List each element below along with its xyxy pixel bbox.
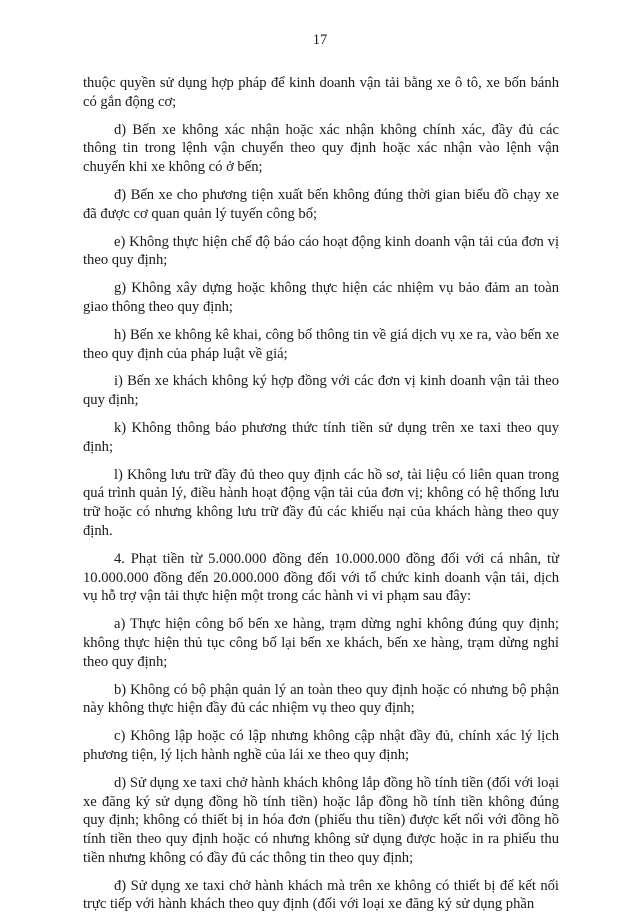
paragraph-clause-d: d) Bến xe không xác nhận hoặc xác nhận không chính xác, đầy đủ các thông tin trong lệnh vận chuyển theo quy định hoặc xác nhận vào lệnh vận chuyển khi xe không có ở bến;: [83, 121, 559, 176]
paragraph-clause-h: h) Bến xe không kê khai, công bố thông tin về giá dịch vụ xe ra, vào bến xe theo quy định của pháp luật về giá;: [83, 326, 559, 362]
paragraph-continuation: thuộc quyền sử dụng hợp pháp để kinh doanh vận tải bằng xe ô tô, xe bốn bánh có gắn động cơ;: [83, 75, 559, 110]
paragraph-section-4: 4. Phạt tiền từ 5.000.000 đồng đến 10.000.000 đồng đối với cá nhân, từ 10.000.000 đồng đến 20.000.000 đồng đối với tổ chức kinh doanh vận tải, dịch vụ hỗ trợ vận tải thực hiện một trong các hành vi vi phạm sau đây:: [83, 550, 559, 605]
paragraph-clause-c: c) Không lập hoặc có lập nhưng không cập nhật đầy đủ, chính xác lý lịch phương tiện, lý lịch hành nghề của lái xe theo quy định;: [83, 728, 559, 763]
paragraph-clause-i: i) Bến xe khách không ký hợp đồng với các đơn vị kinh doanh vận tải theo quy định;: [83, 373, 559, 409]
paragraph-clause-dd-2: đ) Sử dụng xe taxi chở hành khách mà trên xe không có thiết bị để kết nối trực tiếp với hành khách theo quy định (đối với loại xe đăng ký sử dụng phần: [83, 877, 559, 913]
paragraph-clause-a: a) Thực hiện công bố bến xe hàng, trạm dừng nghỉ không đúng quy định; không thực hiện thủ tục công bố lại bến xe khách, bến xe hàng, trạm dừng nghỉ theo quy định;: [83, 616, 559, 670]
paragraph-clause-b: b) Không có bộ phận quản lý an toàn theo quy định hoặc có nhưng bộ phận này không thực hiện đầy đủ các nhiệm vụ theo quy định;: [83, 681, 559, 717]
paragraph-clause-k: k) Không thông báo phương thức tính tiền sử dụng trên xe taxi theo quy định;: [83, 419, 559, 455]
paragraph-clause-e: e) Không thực hiện chế độ báo cáo hoạt động kinh doanh vận tải của đơn vị theo quy định;: [83, 233, 559, 269]
paragraph-clause-l: l) Không lưu trữ đầy đủ theo quy định các hồ sơ, tài liệu có liên quan trong quá trình quản lý, điều hành hoạt động vận tải của đơn vị; không có hệ thống lưu trữ hoặc có nhưng không lưu trữ đầy đủ các khiếu nại của khách hàng theo quy định.: [83, 466, 559, 539]
page-number: 17: [312, 32, 328, 48]
document-body: [83, 74, 559, 923]
paragraph-clause-dd: đ) Bến xe cho phương tiện xuất bến không đúng thời gian biểu đồ chạy xe đã được cơ quan quản lý tuyến công bố;: [83, 186, 559, 222]
paragraph-clause-d-2: d) Sử dụng xe taxi chở hành khách không lắp đồng hồ tính tiền (đối với loại xe đăng ký sử dụng đồng hồ tính tiền) hoặc lắp đồng hồ tính tiền không đúng quy định; không có thiết bị in hóa đơn (phiếu thu tiền) được kết nối với đồng hồ tính tiền theo quy định hoặc có nhưng không sử dụng được hoặc in ra phiếu thu tiền nhưng không có đầy đủ các thông tin theo quy định;: [83, 774, 559, 866]
paragraph-clause-g: g) Không xây dựng hoặc không thực hiện các nhiệm vụ bảo đảm an toàn giao thông theo quy định;: [83, 280, 559, 315]
